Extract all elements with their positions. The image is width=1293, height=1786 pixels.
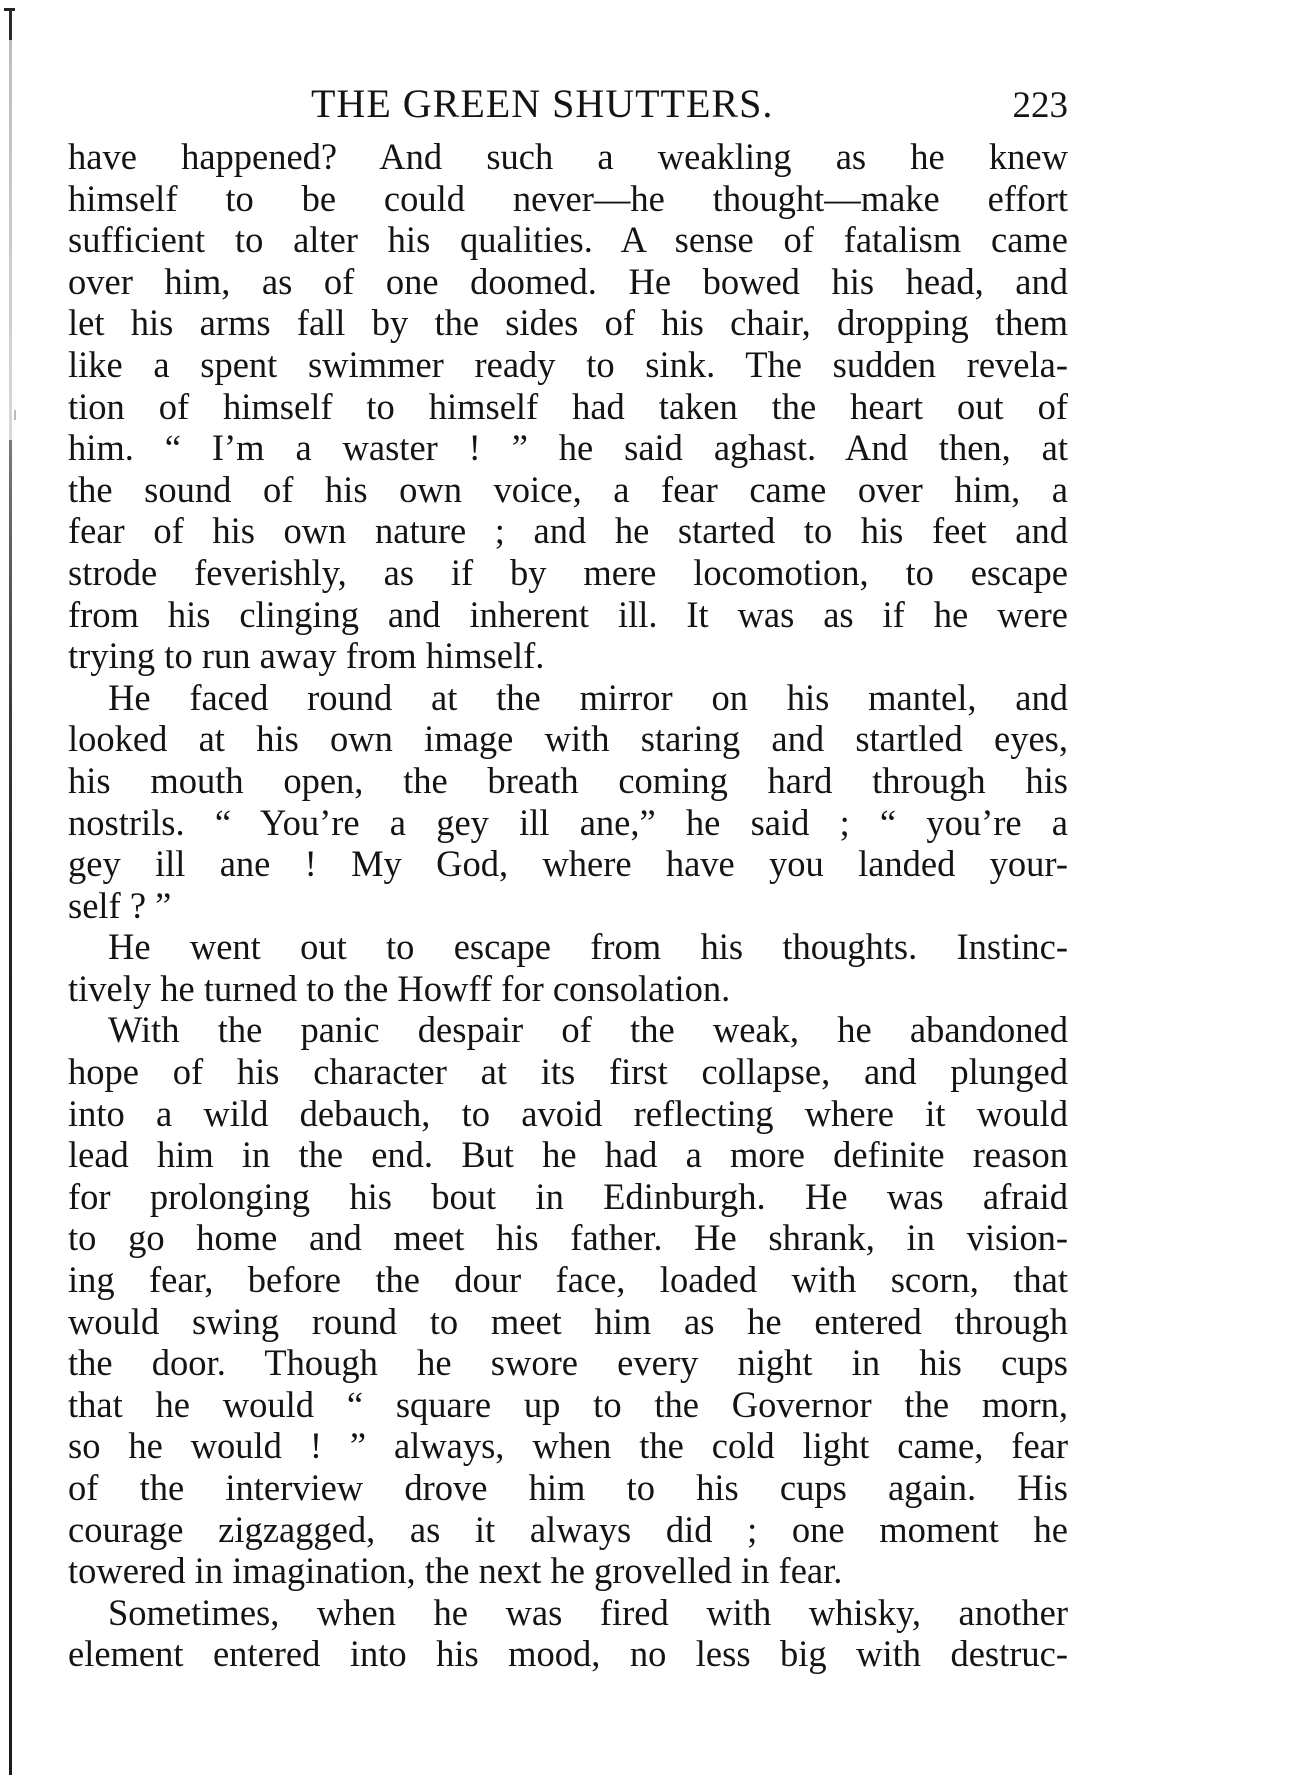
running-head: THE GREEN SHUTTERS.	[311, 81, 774, 126]
text-line: of the interview drove him to his cups again. His	[68, 1467, 1068, 1508]
text-line: his mouth open, the breath coming hard through his	[68, 759, 1068, 801]
text-line: would swing round to meet him as he entered through	[68, 1300, 1068, 1342]
paragraph-first-line: He faced round at the mirror on his mantel, and	[108, 676, 1068, 718]
binding-edge	[9, 10, 12, 1775]
text-line: towered in imagination, the next he grovelled in fear.	[68, 1550, 843, 1592]
text-line: so he would ! ” always, when the cold light came, fear	[68, 1425, 1068, 1467]
text-line: tively he turned to the Howff for consolation.	[68, 967, 731, 1009]
paragraph-first-line: Sometimes, when he was fired with whisky, another	[108, 1591, 1068, 1633]
scan-speck	[14, 410, 16, 420]
text-line: sufficient to alter his qualities. A sense of fatalism came	[68, 219, 1068, 261]
text-line: into a wild debauch, to avoid reflecting where it would	[68, 1092, 1068, 1134]
text-line: the door. Though he swore every night in his cups	[68, 1342, 1068, 1384]
text-line: self ? ”	[68, 884, 172, 926]
text-line: for prolonging his bout in Edinburgh. He was afraid	[68, 1175, 1068, 1217]
body-text	[68, 136, 1068, 1675]
text-line: to go home and meet his father. He shrank, in vision-	[68, 1217, 1068, 1259]
paragraph-first-line: With the panic despair of the weak, he abandoned	[108, 1009, 1068, 1051]
text-line: element entered into his mood, no less big with destruc-	[68, 1633, 1068, 1675]
text-line: from his clinging and inherent ill. It was as if he were	[68, 593, 1068, 635]
text-line: have happened? And such a weakling as he knew	[68, 136, 1068, 177]
text-line: looked at his own image with staring and startled eyes,	[68, 718, 1068, 760]
text-line: that he would “ square up to the Governor the morn,	[68, 1383, 1068, 1425]
text-line: himself to be could never—he thought—make effort	[68, 177, 1068, 219]
text-line: strode feverishly, as if by mere locomotion, to escape	[68, 551, 1068, 593]
page-header	[68, 76, 1068, 132]
text-line: hope of his character at its first collapse, and plunged	[68, 1051, 1068, 1093]
text-line: gey ill ane ! My God, where have you landed your-	[68, 843, 1068, 885]
text-line: ing fear, before the dour face, loaded with scorn, that	[68, 1259, 1068, 1301]
text-line: the sound of his own voice, a fear came over him, a	[68, 468, 1068, 510]
page-number: 223	[1012, 85, 1068, 126]
text-line: tion of himself to himself had taken the heart out of	[68, 385, 1068, 427]
text-line: over him, as of one doomed. He bowed his head, and	[68, 260, 1068, 302]
text-line: nostrils. “ You’re a gey ill ane,” he said ; “ you’re a	[68, 801, 1068, 843]
text-line: fear of his own nature ; and he started to his feet and	[68, 510, 1068, 552]
text-line: let his arms fall by the sides of his chair, dropping them	[68, 302, 1068, 344]
text-line: like a spent swimmer ready to sink. The sudden revela-	[68, 343, 1068, 385]
text-line: trying to run away from himself.	[68, 635, 545, 677]
text-line: courage zigzagged, as it always did ; one moment he	[68, 1508, 1068, 1550]
text-line: him. “ I’m a waster ! ” he said aghast. And then, at	[68, 427, 1068, 469]
paragraph-first-line: He went out to escape from his thoughts. Instinc-	[108, 926, 1068, 968]
text-line: lead him in the end. But he had a more definite reason	[68, 1134, 1068, 1176]
